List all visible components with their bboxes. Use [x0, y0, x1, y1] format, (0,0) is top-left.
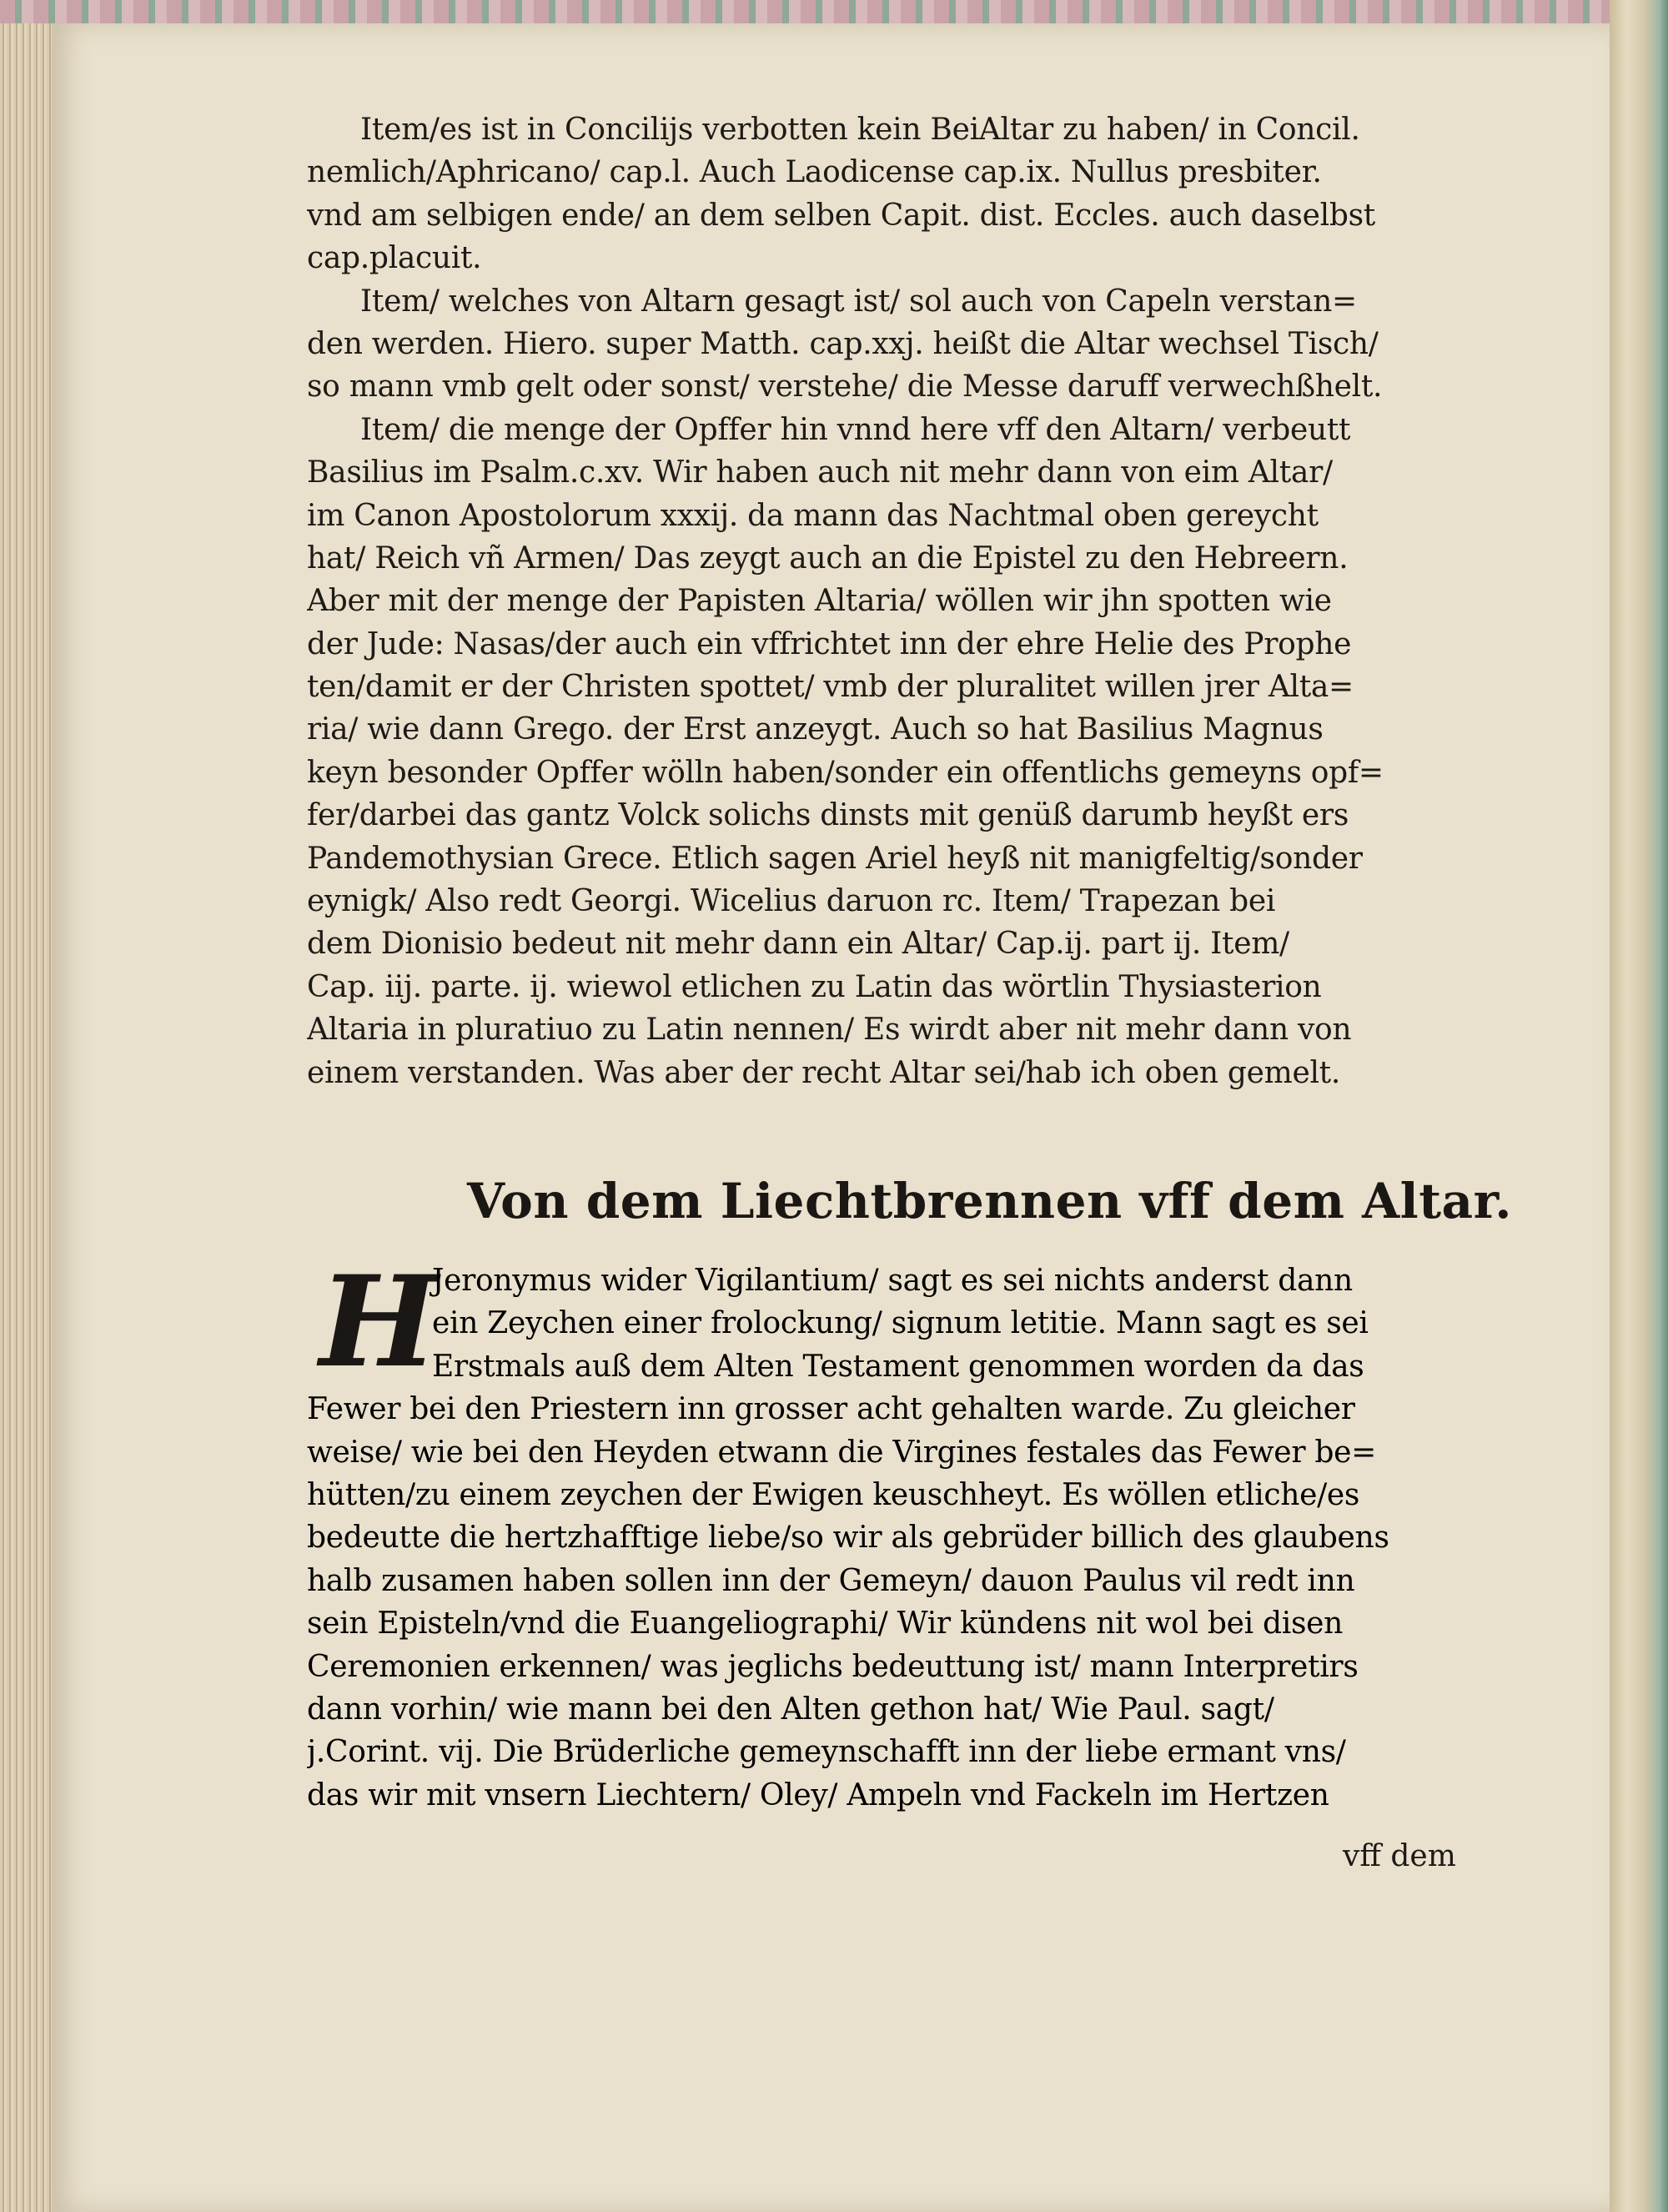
text-line: Item/es ist in Concilijs verbotten kein BeiAltar zu haben/ in Concil. — [360, 113, 1360, 147]
text-line: so mann vmb gelt oder sonst/ verstehe/ die Messe daruff verwechßhelt. — [307, 370, 1383, 405]
paragraph-1 — [307, 108, 1485, 280]
text-line: weise/ wie bei den Heyden etwann die Virgines festales das Fewer be= — [307, 1435, 1376, 1470]
text-line: Ceremonien erkennen/ was jeglichs bedeuttung ist/ mann Interpretirs — [307, 1649, 1359, 1684]
text-line: Jeronymus wider Vigilantium/ sagt es sei nichts anderst dann — [432, 1264, 1353, 1298]
text-line: Cap. iij. parte. ij. wiewol etlichen zu Latin das wörtlin Thysiasterion — [307, 969, 1322, 1004]
text-line: Basilius im Psalm.c.xv. Wir haben auch nit mehr dann von eim Altar/ — [307, 455, 1333, 490]
paragraph-3 — [307, 409, 1485, 1094]
text-line: Aber mit der menge der Papisten Altaria/ wöllen wir jhn spotten wie — [307, 584, 1332, 619]
text-line: hat/ Reich vñ Armen/ Das zeygt auch an die Epistel zu den Hebreern. — [307, 540, 1349, 576]
text-line: halb zusamen haben sollen inn der Gemeyn/ dauon Paulus vil redt inn — [307, 1563, 1355, 1598]
endpaper-border — [0, 0, 1668, 23]
text-line: Erstmals auß dem Alten Testament genommen worden da das — [432, 1349, 1364, 1384]
text-line: Altaria in pluratiuo zu Latin nennen/ Es wirdt aber nit mehr dann von — [307, 1013, 1352, 1048]
text-line: dem Dionisio bedeut nit mehr dann ein Altar/ Cap.ij. part ij. Item/ — [307, 927, 1289, 962]
text-line: Item/ die menge der Opffer hin vnnd here vff den Altarn/ verbeutt — [360, 412, 1351, 447]
drop-cap: H — [319, 1249, 438, 1395]
text-line: Pandemothysian Grece. Etlich sagen Ariel heyß nit manigfeltig/sonder — [307, 841, 1363, 876]
text-line: Fewer bei den Priestern inn grosser acht gehalten warde. Zu gleicher — [307, 1392, 1355, 1427]
text-line: ria/ wie dann Grego. der Erst anzeygt. Auch so hat Basilius Magnus — [307, 712, 1324, 747]
section-heading: Von dem Liechtbrennen vff dem Altar. — [467, 1173, 1512, 1229]
section-paragraph — [307, 1249, 1485, 1817]
text-line: den werden. Hiero. super Matth. cap.xxj. heißt die Altar wechsel Tisch/ — [307, 326, 1379, 361]
text-line: nemlich/Aphricano/ cap.l. Auch Laodicense cap.ix. Nullus presbiter. — [307, 155, 1322, 190]
text-block-lower — [307, 1249, 1485, 1817]
text-line: bedeutte die hertzhafftige liebe/so wir als gebrüder billich des glaubens — [307, 1521, 1389, 1556]
text-line: j.Corint. vij. Die Brüderliche gemeynschafft inn der liebe ermant vns/ — [307, 1735, 1346, 1770]
text-line: das wir mit vnsern Liechtern/ Oley/ Ampeln vnd Fackeln im Hertzen — [307, 1777, 1329, 1812]
catchword: vff dem — [1343, 1839, 1456, 1873]
text-line: hütten/zu einem zeychen der Ewigen keuschheyt. Es wöllen etliche/es — [307, 1477, 1360, 1512]
text-line: im Canon Apostolorum xxxij. da mann das Nachtmal oben gereycht — [307, 498, 1319, 533]
page-edges-left — [0, 23, 52, 2212]
text-line: ein Zeychen einer frolockung/ signum letitie. Mann sagt es sei — [432, 1306, 1369, 1341]
text-block-upper — [307, 108, 1485, 1094]
text-line: fer/darbei das gantz Volck solichs dinsts mit genüß darumb heyßt ers — [307, 798, 1349, 833]
text-line: vnd am selbigen ende/ an dem selben Capit. dist. Eccles. auch daselbst — [307, 198, 1375, 233]
text-line: keyn besonder Opffer wölln haben/sonder ein offentlichs gemeyns opf= — [307, 755, 1384, 790]
text-line: der Jude: Nasas/der auch ein vffrichtet inn der ehre Helie des Prophe — [307, 626, 1352, 661]
text-line: cap.placuit. — [307, 241, 482, 276]
text-line: sein Episteln/vnd die Euangeliographi/ Wir kündens nit wol bei disen — [307, 1606, 1344, 1641]
text-line: einem verstanden. Was aber der recht Altar sei/hab ich oben gemelt. — [307, 1055, 1340, 1090]
paragraph-2 — [307, 280, 1485, 409]
text-line: ten/damit er der Christen spottet/ vmb der pluralitet willen jrer Alta= — [307, 670, 1354, 705]
page-edge-right — [1610, 0, 1668, 2212]
text-line: dann vorhin/ wie mann bei den Alten gethon hat/ Wie Paul. sagt/ — [307, 1692, 1274, 1727]
text-line: eynigk/ Also redt Georgi. Wicelius daruon rc. Item/ Trapezan bei — [307, 884, 1276, 919]
text-line: Item/ welches von Altarn gesagt ist/ sol auch von Capeln verstan= — [360, 284, 1357, 319]
